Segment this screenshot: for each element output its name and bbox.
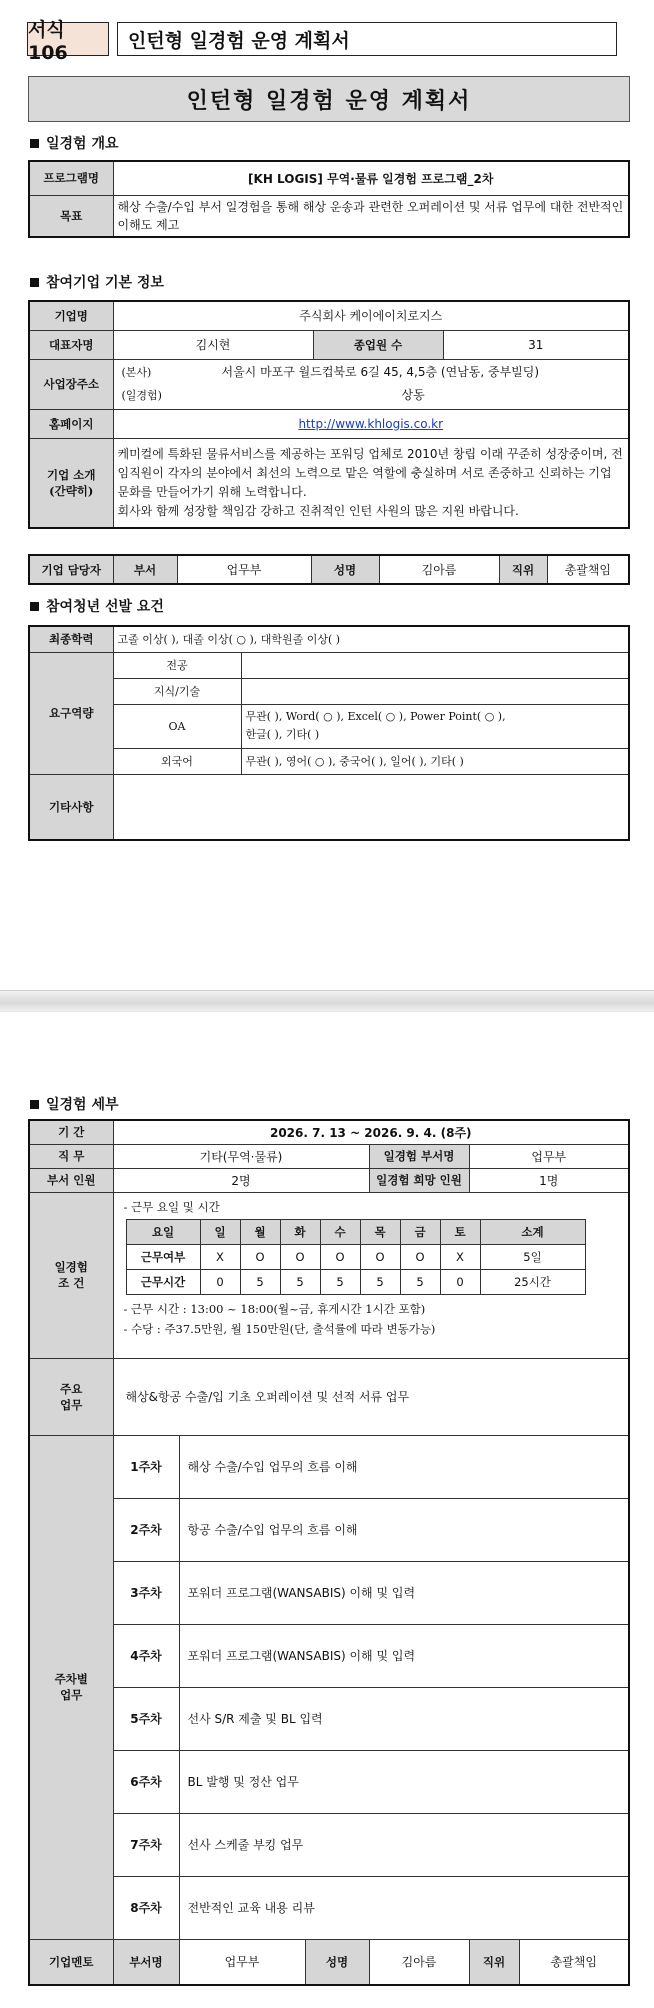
program-label: 프로그램명 bbox=[29, 161, 113, 195]
language-label: 외국어 bbox=[113, 748, 241, 774]
site-address-row bbox=[122, 384, 621, 407]
conditions-label-cell bbox=[29, 1192, 113, 1358]
contact-dept-value: 업무부 bbox=[177, 555, 311, 584]
week-task: 선사 S/R 제출 및 BL 입력 bbox=[179, 1687, 629, 1750]
schedule-cell: O bbox=[320, 1244, 360, 1269]
homepage-cell bbox=[113, 409, 629, 438]
oa-cell bbox=[241, 704, 629, 748]
schedule-cell: 5 bbox=[240, 1269, 280, 1294]
hq-address-row bbox=[122, 361, 621, 384]
schedule-cell: O bbox=[360, 1244, 400, 1269]
language-value: 무관( ), 영어( ○ ), 중국어( ), 일어( ), 기타( ) bbox=[241, 748, 629, 774]
intro-text: 케미컬에 특화된 물류서비스를 제공하는 포워딩 업체로 2010년 창립 이래 꾸준히 성장중이며, 전 임직원이 각자의 분야에서 최선의 노력으로 맡은 역할에 충실하며 서로 존중하고 신뢰하는 기업 문화를 만들어가기 위해 노력합니다. bbox=[117, 446, 623, 499]
job-value: 기타(무역·물류) bbox=[113, 1144, 369, 1168]
schedule-table bbox=[126, 1219, 586, 1295]
schedule-row-hours bbox=[126, 1269, 585, 1294]
main-task-label-cell bbox=[29, 1358, 113, 1435]
schedule-cell: 5 bbox=[360, 1269, 400, 1294]
week-task: BL 발행 및 정산 업무 bbox=[179, 1750, 629, 1813]
conditions-label-2: 조 건 bbox=[58, 1276, 85, 1290]
main-task-label-1: 주요 bbox=[60, 1381, 83, 1396]
company-table bbox=[28, 300, 630, 529]
week-task: 항공 수출/수입 업무의 흐름 이해 bbox=[179, 1498, 629, 1561]
schedule-header: 토 bbox=[440, 1219, 480, 1244]
schedule-header: 일 bbox=[200, 1219, 240, 1244]
employees-value: 31 bbox=[443, 330, 629, 359]
contact-label: 기업 담당자 bbox=[29, 555, 113, 584]
week-task: 선사 스케줄 부킹 업무 bbox=[179, 1813, 629, 1876]
schedule-cell: X bbox=[200, 1244, 240, 1269]
goal-value: 해상 수출/수입 부서 일경험을 통해 해상 운송과 관련한 오퍼레이션 및 서류 업무에 대한 전반적인 이해도 제고 bbox=[113, 195, 629, 237]
section-company-heading: 참여기업 기본 정보 bbox=[30, 272, 164, 292]
dept-name-label: 일경험 부서명 bbox=[369, 1144, 469, 1168]
schedule-cell: 5 bbox=[280, 1269, 320, 1294]
address-label: 사업장주소 bbox=[29, 359, 113, 409]
schedule-header: 화 bbox=[280, 1219, 320, 1244]
form-number: 서식 106 bbox=[27, 22, 109, 56]
site-address: 상동 bbox=[401, 388, 425, 402]
conditions-note-pay: - 수당 : 주37.5만원, 월 150만원(단, 출석률에 따라 변동가능) bbox=[123, 1321, 436, 1336]
schedule-cell: O bbox=[280, 1244, 320, 1269]
etc-value bbox=[113, 774, 629, 840]
staff-value: 2명 bbox=[113, 1168, 369, 1192]
week-task: 해상 수출/수입 업무의 흐름 이해 bbox=[179, 1435, 629, 1498]
schedule-header-row bbox=[126, 1219, 585, 1244]
week-number: 5주차 bbox=[113, 1687, 179, 1750]
conditions-heading: - 근무 요일 및 시간 bbox=[123, 1199, 220, 1214]
schedule-cell: O bbox=[240, 1244, 280, 1269]
conditions-cell bbox=[113, 1192, 629, 1358]
conditions-label-1: 일경험 bbox=[54, 1260, 88, 1274]
oa-value-1: 무관( ), Word( ○ ), Excel( ○ ), Power Point( ○ ), bbox=[245, 710, 506, 723]
contact-pos-value: 총괄책임 bbox=[547, 555, 629, 584]
schedule-cell: 25시간 bbox=[480, 1269, 585, 1294]
week-number: 1주차 bbox=[113, 1435, 179, 1498]
major-label: 전공 bbox=[113, 652, 241, 678]
goal-label: 목표 bbox=[29, 195, 113, 237]
site-label: (일경험) bbox=[121, 389, 162, 402]
company-name-value: 주식회사 케이에이치로지스 bbox=[113, 301, 629, 330]
ceo-value: 김시현 bbox=[113, 330, 313, 359]
week-task: 전반적인 교육 내용 리뷰 bbox=[179, 1876, 629, 1939]
section-overview-heading: 일경험 개요 bbox=[30, 133, 119, 153]
mentor-dept-label: 부서명 bbox=[113, 1939, 179, 1985]
mentor-dept-value: 업무부 bbox=[179, 1939, 305, 1985]
intro-label: 기업 소개 bbox=[47, 467, 96, 482]
intro-label-cell bbox=[29, 438, 113, 528]
week-task: 포워더 프로그램(WANSABIS) 이해 및 입력 bbox=[179, 1624, 629, 1687]
mentor-pos-label: 직위 bbox=[469, 1939, 519, 1985]
employees-label: 종업원 수 bbox=[313, 330, 443, 359]
education-value: 고졸 이상( ), 대졸 이상( ○ ), 대학원졸 이상( ) bbox=[113, 626, 629, 652]
square-bullet-icon bbox=[30, 139, 39, 148]
overview-table bbox=[28, 160, 630, 238]
intro-text-2: 회사와 함께 성장할 책임감 강하고 진취적인 인턴 사원의 많은 지원 바랍니다. bbox=[117, 503, 519, 518]
hq-label: (본사) bbox=[121, 366, 152, 379]
square-bullet-icon bbox=[30, 1100, 39, 1109]
page-1 bbox=[0, 0, 654, 990]
job-label: 직 무 bbox=[29, 1144, 113, 1168]
section-requirements-heading: 참여청년 선발 요건 bbox=[30, 596, 164, 616]
oa-label: OA bbox=[113, 704, 241, 748]
form-title: 인턴형 일경험 운영 계획서 bbox=[117, 22, 617, 56]
mentor-name-label: 성명 bbox=[305, 1939, 369, 1985]
schedule-header: 목 bbox=[360, 1219, 400, 1244]
schedule-header: 소계 bbox=[480, 1219, 585, 1244]
schedule-row-workdays bbox=[126, 1244, 585, 1269]
contact-name-label: 성명 bbox=[311, 555, 379, 584]
week-number: 3주차 bbox=[113, 1561, 179, 1624]
competency-label: 요구역량 bbox=[29, 652, 113, 774]
section-detail-heading: 일경험 세부 bbox=[30, 1094, 119, 1114]
hope-value: 1명 bbox=[469, 1168, 629, 1192]
mentor-label: 기업멘토 bbox=[29, 1939, 113, 1985]
intro-cell bbox=[113, 438, 629, 528]
schedule-cell: 5일 bbox=[480, 1244, 585, 1269]
week-number: 2주차 bbox=[113, 1498, 179, 1561]
week-number: 4주차 bbox=[113, 1624, 179, 1687]
form-header bbox=[27, 18, 617, 64]
square-bullet-icon bbox=[30, 278, 39, 287]
oa-value-2: 한글( ), 기타( ) bbox=[245, 728, 320, 741]
week-number: 7주차 bbox=[113, 1813, 179, 1876]
week-number: 8주차 bbox=[113, 1876, 179, 1939]
document-title: 인턴형 일경험 운영 계획서 bbox=[28, 76, 630, 122]
weekly-label-1: 주차별 bbox=[54, 1672, 88, 1686]
address-cell bbox=[113, 359, 629, 409]
contact-name-value: 김아름 bbox=[379, 555, 499, 584]
week-number: 6주차 bbox=[113, 1750, 179, 1813]
knowledge-label: 지식/기술 bbox=[113, 678, 241, 704]
schedule-cell: O bbox=[400, 1244, 440, 1269]
schedule-cell: 5 bbox=[400, 1269, 440, 1294]
education-label: 최종학력 bbox=[29, 626, 113, 652]
schedule-cell: 0 bbox=[200, 1269, 240, 1294]
contact-table bbox=[28, 554, 630, 585]
knowledge-value bbox=[241, 678, 629, 704]
staff-label: 부서 인원 bbox=[29, 1168, 113, 1192]
schedule-header: 요일 bbox=[126, 1219, 200, 1244]
conditions-note-hours: - 근무 시간 : 13:00 ~ 18:00(월~금, 휴게시간 1시간 포함) bbox=[123, 1301, 426, 1316]
mentor-pos-value: 총괄책임 bbox=[519, 1939, 629, 1985]
homepage-link[interactable]: http://www.khlogis.co.kr bbox=[298, 416, 444, 431]
period-label: 기 간 bbox=[29, 1120, 113, 1144]
etc-label: 기타사항 bbox=[29, 774, 113, 840]
schedule-header: 월 bbox=[240, 1219, 280, 1244]
square-bullet-icon bbox=[30, 602, 39, 611]
main-task-value: 해상&항공 수출/입 기초 오퍼레이션 및 선적 서류 업무 bbox=[113, 1358, 629, 1435]
major-value bbox=[241, 652, 629, 678]
schedule-header: 금 bbox=[400, 1219, 440, 1244]
schedule-row-label: 근무여부 bbox=[126, 1244, 200, 1269]
hope-label: 일경험 희망 인원 bbox=[369, 1168, 469, 1192]
page-separator bbox=[0, 990, 654, 1012]
schedule-cell: 5 bbox=[320, 1269, 360, 1294]
ceo-label: 대표자명 bbox=[29, 330, 113, 359]
company-name-label: 기업명 bbox=[29, 301, 113, 330]
weekly-label-2: 업무 bbox=[60, 1688, 83, 1702]
intro-sublabel: (간략히) bbox=[49, 483, 94, 498]
contact-dept-label: 부서 bbox=[113, 555, 177, 584]
schedule-cell: 0 bbox=[440, 1269, 480, 1294]
schedule-row-label: 근무시간 bbox=[126, 1269, 200, 1294]
hq-address: 서울시 마포구 월드컵북로 6길 45, 4,5층 (연남동, 중부빌딩) bbox=[221, 365, 540, 379]
main-task-label-2: 업무 bbox=[60, 1397, 83, 1412]
week-task: 포워더 프로그램(WANSABIS) 이해 및 입력 bbox=[179, 1561, 629, 1624]
mentor-name-value: 김아름 bbox=[369, 1939, 469, 1985]
contact-pos-label: 직위 bbox=[499, 555, 547, 584]
page-2 bbox=[0, 1012, 654, 2008]
detail-table bbox=[28, 1119, 630, 1986]
homepage-label: 홈페이지 bbox=[29, 409, 113, 438]
schedule-header: 수 bbox=[320, 1219, 360, 1244]
program-value: [KH LOGIS] 무역·물류 일경험 프로그램_2차 bbox=[113, 161, 629, 195]
requirements-table bbox=[28, 625, 630, 841]
period-value: 2026. 7. 13 ~ 2026. 9. 4. (8주) bbox=[113, 1120, 629, 1144]
schedule-cell: X bbox=[440, 1244, 480, 1269]
weekly-label-cell bbox=[29, 1435, 113, 1939]
dept-name-value: 업무부 bbox=[469, 1144, 629, 1168]
